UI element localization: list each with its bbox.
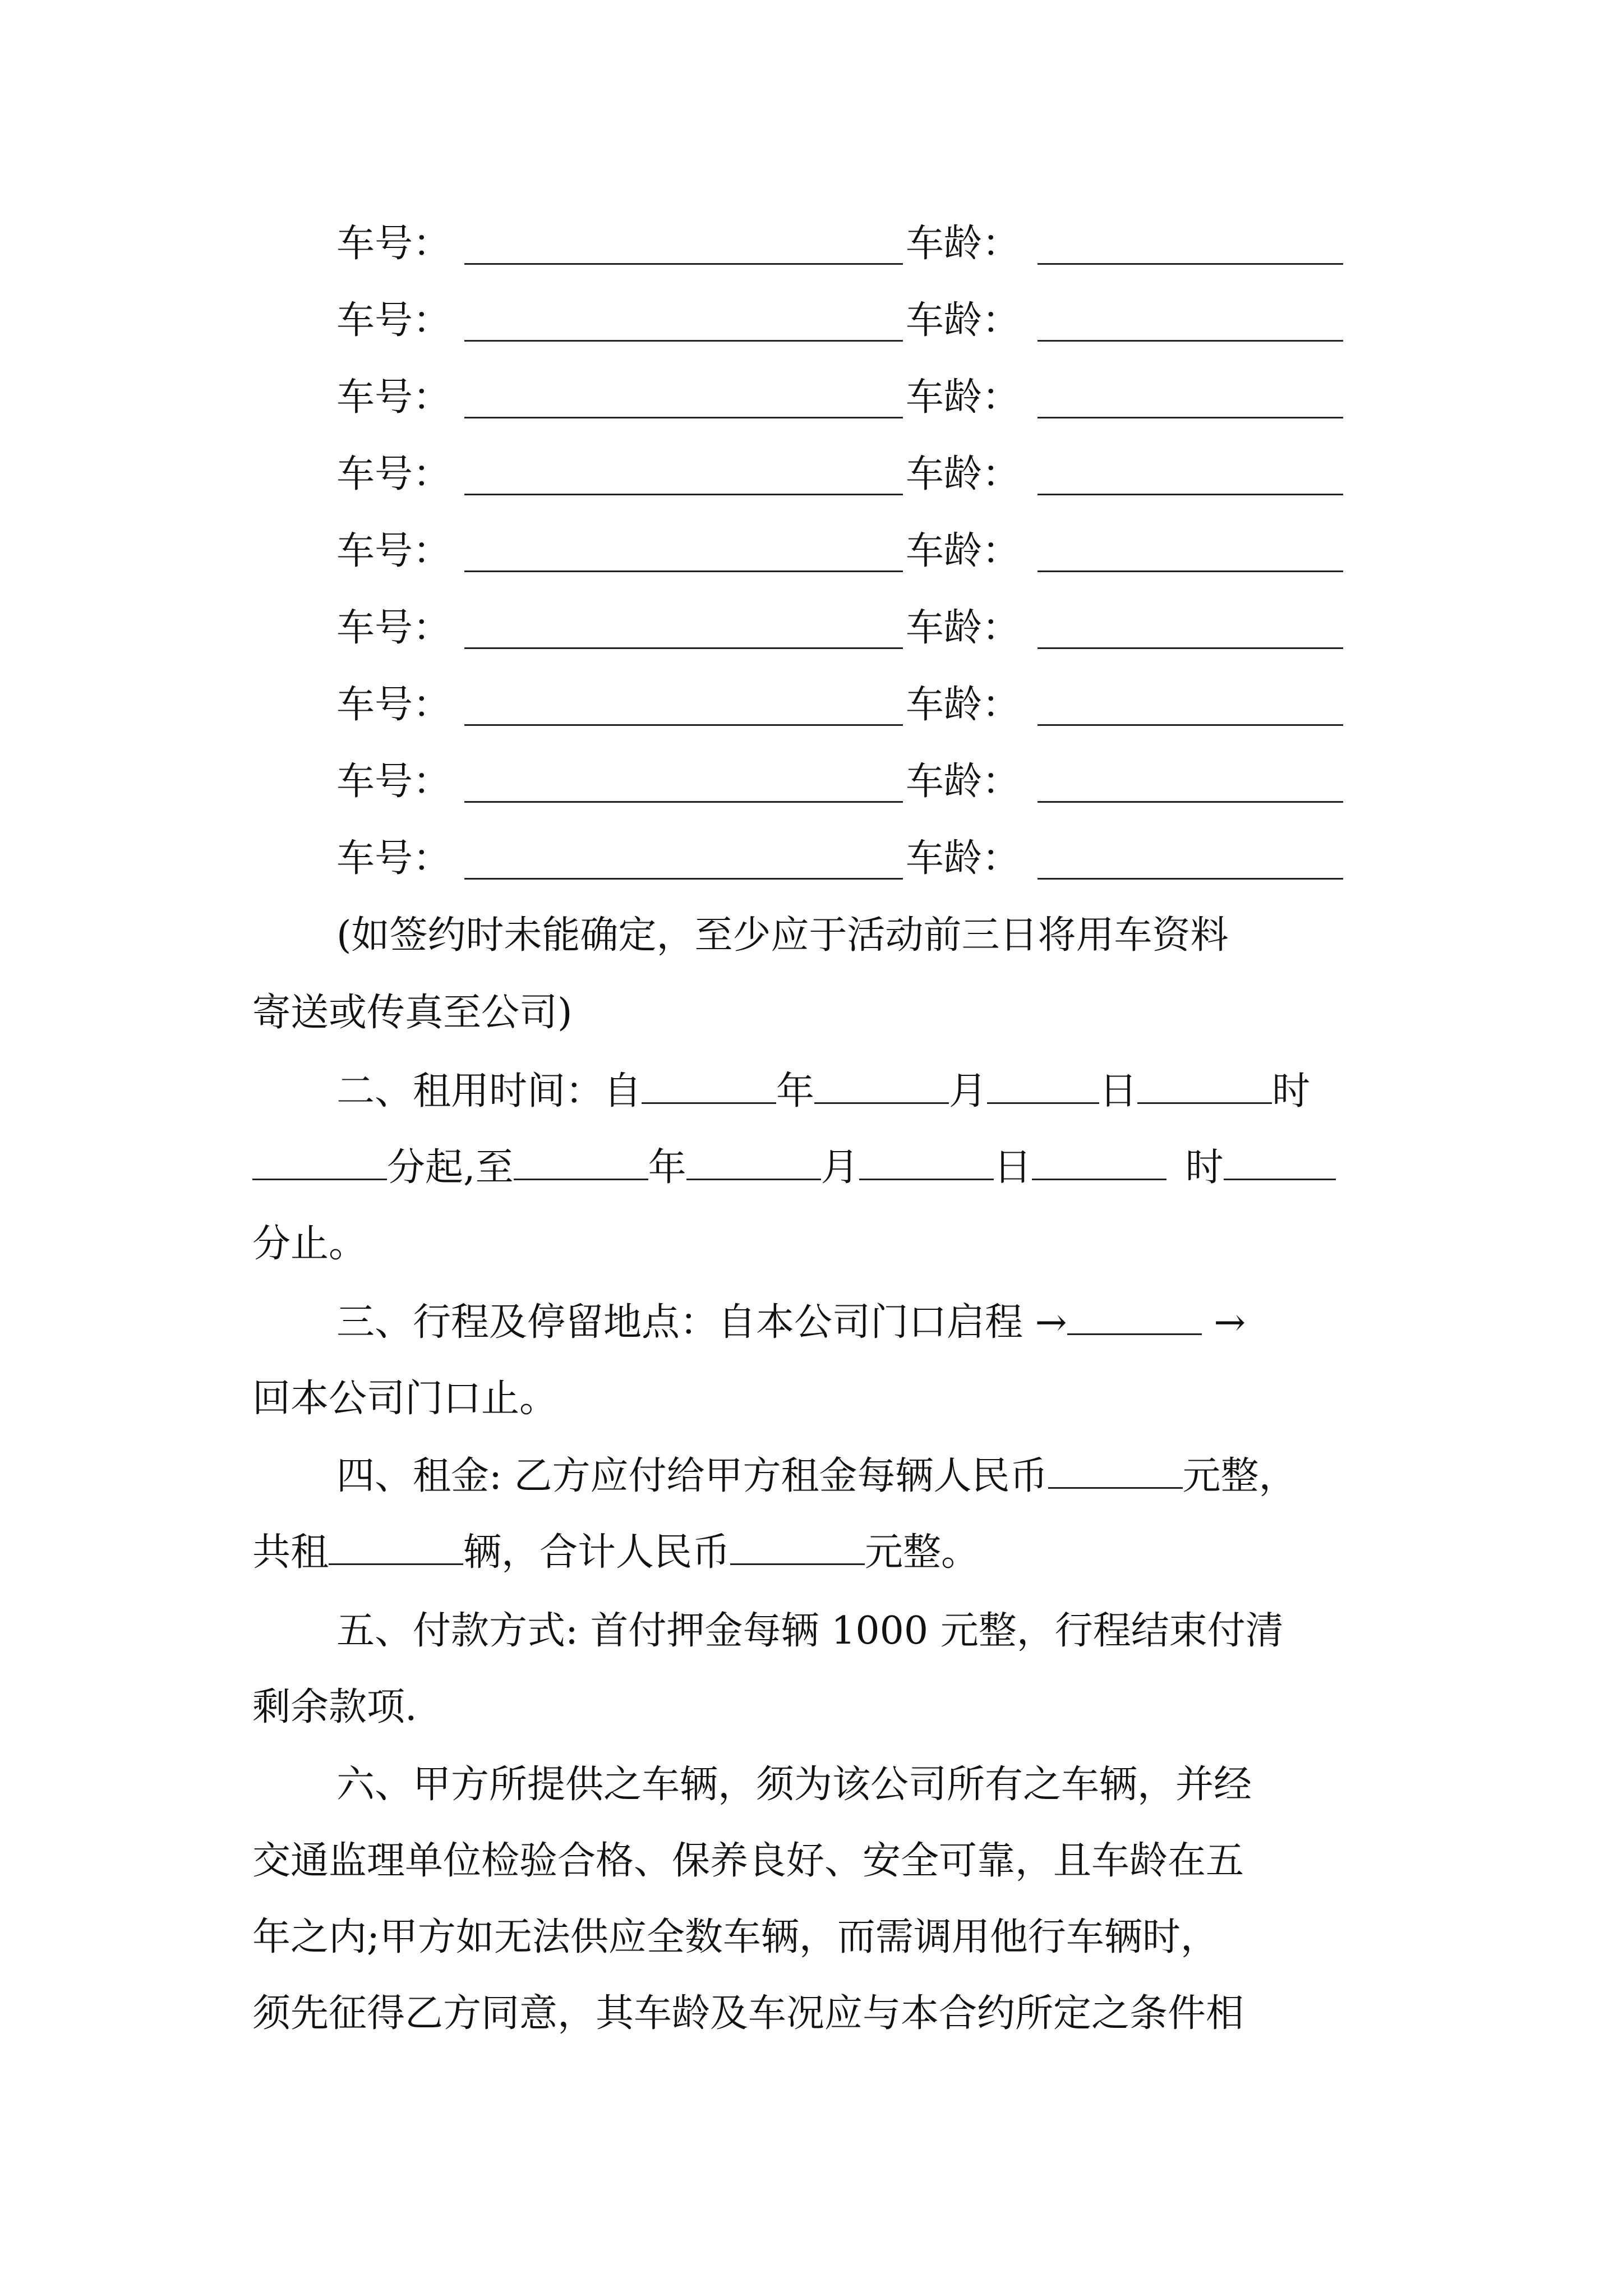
vehicle-terms-line-4 <box>252 1976 1380 2052</box>
vehicle-age-label: 车龄： <box>906 222 1021 266</box>
plate-field[interactable] <box>464 263 903 265</box>
day-label-2: 日 <box>993 1145 1032 1190</box>
year-label: 年 <box>776 1069 815 1114</box>
vehicle-age-field[interactable] <box>1038 570 1343 572</box>
vehicle-age-field[interactable] <box>1038 340 1343 342</box>
vehicle-terms-text-1: 六、甲方所提供之车辆，须为该公司所有之车辆，并经 <box>336 1763 1252 1807</box>
arrow-right-icon: → <box>1035 1300 1067 1345</box>
vehicle-row <box>336 760 1402 804</box>
vehicle-age-field[interactable] <box>1038 494 1343 495</box>
vehicle-terms-text-3: 年之内;甲方如无法供应全数车辆，而需调用他行车辆时， <box>252 1915 1219 1959</box>
rental-period-line-3 <box>252 1206 1380 1282</box>
vehicle-row <box>336 836 1402 881</box>
payment-text-2: 剩余款项. <box>252 1685 417 1729</box>
end-label: 分止。 <box>252 1222 367 1266</box>
plate-label: 车号： <box>336 298 451 343</box>
note-text-1: (如签约时未能确定，至少应于活动前三日将用车资料 <box>336 913 1229 958</box>
vehicle-terms-line-3 <box>252 1899 1380 1976</box>
vehicle-age-field[interactable] <box>1038 724 1343 726</box>
start-hour-field[interactable] <box>1137 1068 1272 1104</box>
plate-field[interactable] <box>464 570 903 572</box>
end-month-field[interactable] <box>686 1144 821 1180</box>
plate-label: 车号： <box>336 606 451 650</box>
vehicle-terms-line-1 <box>336 1747 1402 1823</box>
from-to-label: 分起,至 <box>387 1145 514 1190</box>
vehicle-row <box>336 606 1402 651</box>
note-line-1 <box>336 898 1402 974</box>
plate-field[interactable] <box>464 494 903 495</box>
vehicle-age-label: 车龄： <box>906 683 1021 727</box>
rent-label: 四、租金: 乙方应付给甲方租金每辆人民币 <box>336 1454 1048 1498</box>
vehicle-age-label: 车龄： <box>906 298 1021 343</box>
vehicle-age-field[interactable] <box>1038 647 1343 649</box>
itinerary-line-2 <box>252 1361 1380 1437</box>
plate-field[interactable] <box>464 724 903 726</box>
vehicle-row <box>336 529 1402 574</box>
year-label-2: 年 <box>648 1145 686 1190</box>
plate-field[interactable] <box>464 647 903 649</box>
start-day-field[interactable] <box>987 1068 1099 1104</box>
vehicle-age-label: 车龄： <box>906 606 1021 650</box>
vehicle-count-field[interactable] <box>329 1529 463 1565</box>
note-line-2 <box>252 975 1380 1051</box>
end-minute-field[interactable] <box>1224 1144 1336 1180</box>
rental-period-label: 二、租用时间：自 <box>336 1069 642 1114</box>
vehicle-terms-line-2 <box>252 1823 1380 1899</box>
vehicle-row <box>336 683 1402 728</box>
hour-label: 时 <box>1272 1069 1311 1114</box>
rent-total-unit: 元整。 <box>865 1530 980 1575</box>
vehicle-terms-text-2: 交通监理单位检验合格、保养良好、安全可靠，且车龄在五 <box>252 1839 1244 1883</box>
plate-field[interactable] <box>464 878 903 880</box>
vehicle-row <box>336 452 1402 497</box>
plate-label: 车号： <box>336 375 451 420</box>
start-month-field[interactable] <box>814 1068 949 1104</box>
plate-label: 车号： <box>336 836 451 881</box>
rent-per-vehicle-field[interactable] <box>1048 1452 1183 1489</box>
plate-label: 车号： <box>336 452 451 496</box>
rental-period-line-2 <box>252 1130 1380 1206</box>
end-day-field[interactable] <box>859 1144 994 1180</box>
vehicle-age-field[interactable] <box>1038 417 1343 418</box>
rental-period-line-1 <box>336 1053 1402 1130</box>
vehicle-age-label: 车龄： <box>906 375 1021 420</box>
plate-field[interactable] <box>464 340 903 342</box>
payment-line-1 <box>336 1593 1402 1669</box>
start-minute-field[interactable] <box>252 1144 387 1180</box>
vehicle-age-label: 车龄： <box>906 452 1021 496</box>
vehicle-age-field[interactable] <box>1038 878 1343 880</box>
itinerary-label: 三、行程及停留地点：自本公司门口启程 <box>336 1300 1023 1345</box>
vehicle-age-label: 车龄： <box>906 760 1021 804</box>
plate-label: 车号： <box>336 760 451 804</box>
rent-line-2 <box>252 1515 1380 1591</box>
vehicle-terms-text-4: 须先征得乙方同意，其车龄及车况应与本合约所定之条件相 <box>252 1991 1244 2036</box>
vehicle-age-field[interactable] <box>1038 801 1343 803</box>
payment-text-1: 五、付款方式: 首付押金每辆 1000 元整，行程结束付清 <box>336 1609 1284 1653</box>
plate-field[interactable] <box>464 801 903 803</box>
note-text-2: 寄送或传真至公司) <box>252 991 573 1035</box>
vehicle-age-field[interactable] <box>1038 263 1343 265</box>
vehicle-age-label: 车龄： <box>906 836 1021 881</box>
end-year-field[interactable] <box>514 1144 648 1180</box>
rent-total-field[interactable] <box>730 1529 865 1565</box>
plate-label: 车号： <box>336 529 451 573</box>
end-hour-field[interactable] <box>1032 1144 1166 1180</box>
plate-field[interactable] <box>464 417 903 418</box>
plate-label: 车号： <box>336 222 451 266</box>
vehicle-row <box>336 222 1402 266</box>
hour-label-2: 时 <box>1185 1145 1224 1190</box>
itinerary-end-text: 回本公司门口止。 <box>252 1377 558 1421</box>
vehicle-age-label: 车龄： <box>906 529 1021 573</box>
month-label: 月 <box>949 1069 988 1114</box>
rent-total-label: 辆，合计人民币 <box>463 1530 731 1575</box>
arrow-right-icon: → <box>1214 1300 1246 1345</box>
plate-label: 车号： <box>336 683 451 727</box>
itinerary-stops-field[interactable] <box>1067 1299 1202 1335</box>
rent-line-1 <box>336 1438 1402 1515</box>
payment-line-2 <box>252 1669 1380 1746</box>
start-year-field[interactable] <box>642 1068 776 1104</box>
month-label-2: 月 <box>820 1145 859 1190</box>
rent-unit-label: 元整， <box>1182 1454 1297 1498</box>
itinerary-line-1 <box>336 1285 1402 1361</box>
vehicle-row <box>336 298 1402 343</box>
day-label: 日 <box>1099 1069 1138 1114</box>
rent-count-label: 共租 <box>252 1530 329 1575</box>
vehicle-row <box>336 375 1402 420</box>
